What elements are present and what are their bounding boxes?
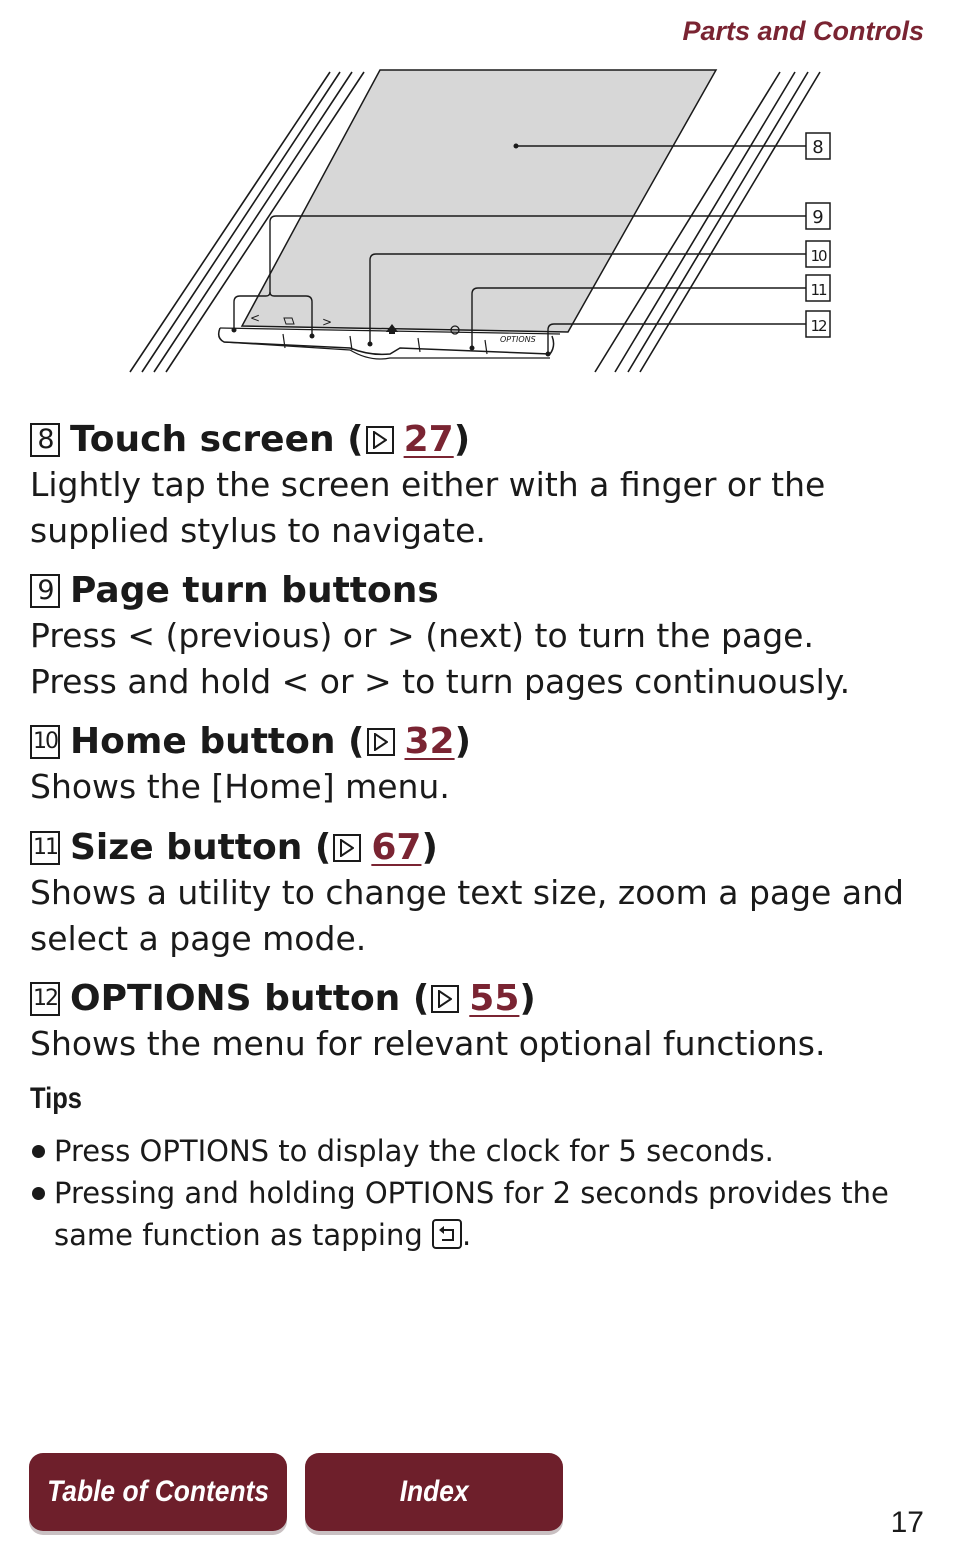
item-home-button <box>30 720 930 810</box>
touch-screen <box>242 70 716 332</box>
reference-arrow-icon <box>431 985 459 1013</box>
item-title-close: ) <box>421 827 438 868</box>
item-title: OPTIONS button ( <box>70 978 430 1019</box>
reader-device-illustration <box>120 66 840 376</box>
item-heading <box>30 569 930 613</box>
item-description-line: Press < (previous) or > (next) to turn the page. <box>30 616 814 655</box>
item-description-line: select a page mode. <box>30 919 367 958</box>
item-heading <box>30 418 930 462</box>
toc-label: Table of Contents <box>47 1475 269 1508</box>
item-title: Page turn buttons <box>70 570 439 611</box>
next-glyph: > <box>322 315 333 329</box>
item-title-close: ) <box>453 419 471 460</box>
item-title: Touch screen ( <box>70 419 364 460</box>
reference-arrow-icon <box>367 728 395 756</box>
item-number: 9 <box>30 574 60 608</box>
item-title-close: ) <box>519 978 536 1019</box>
item-options-button <box>30 977 930 1067</box>
item-heading <box>30 977 930 1021</box>
reference-arrow-icon <box>366 426 394 454</box>
callout-9: 9 <box>812 207 824 228</box>
tip-text-end: . <box>462 1218 472 1252</box>
tip-text: Pressing and holding OPTIONS for 2 seconds provides the <box>54 1176 889 1210</box>
reference-arrow-icon <box>333 834 361 862</box>
back-icon <box>432 1219 462 1249</box>
item-heading <box>30 720 930 764</box>
tip-item <box>30 1172 924 1256</box>
tips-title: Tips <box>30 1082 82 1115</box>
item-title-close: ) <box>454 721 472 762</box>
item-number: 11 <box>30 831 60 865</box>
page-link-55[interactable]: 55 <box>469 978 520 1019</box>
item-size-button <box>30 826 930 962</box>
page-link-67[interactable]: 67 <box>371 827 422 868</box>
item-description-line: supplied stylus to navigate. <box>30 511 486 550</box>
item-description-line: Press and hold < or > to turn pages continuously. <box>30 662 851 701</box>
tip-item: Press OPTIONS to display the clock for 5 seconds. <box>30 1130 924 1172</box>
item-number: 8 <box>30 423 60 457</box>
callout-11: 11 <box>810 281 826 299</box>
page-link-32[interactable]: 32 <box>404 721 455 762</box>
callout-8: 8 <box>812 137 824 158</box>
item-page-turn-buttons <box>30 569 930 705</box>
tip-text: same function as tapping <box>54 1218 423 1252</box>
prev-glyph: < <box>250 311 261 325</box>
item-title: Home button ( <box>70 721 365 762</box>
options-glyph: OPTIONS <box>500 335 536 344</box>
page-link-27[interactable]: 27 <box>403 419 454 460</box>
item-number: 12 <box>30 982 60 1016</box>
tips-list <box>30 1130 924 1256</box>
item-description-line: Shows the menu for relevant optional functions. <box>30 1024 826 1063</box>
item-touch-screen <box>30 418 930 554</box>
item-description-line: Shows a utility to change text size, zoom a page and <box>30 873 904 912</box>
item-heading <box>30 826 930 870</box>
item-number: 10 <box>30 725 60 759</box>
index-button[interactable] <box>305 1453 563 1531</box>
callout-12: 12 <box>810 317 826 335</box>
item-description-line: Lightly tap the screen either with a finger or the <box>30 465 826 504</box>
item-description-line: Shows the [Home] menu. <box>30 767 450 806</box>
item-title: Size button ( <box>70 827 332 868</box>
section-title: Parts and Controls <box>682 16 924 46</box>
index-label: Index <box>399 1475 469 1508</box>
callout-10: 10 <box>810 247 826 265</box>
table-of-contents-button[interactable] <box>29 1453 287 1531</box>
page-number: 17 <box>890 1506 924 1539</box>
